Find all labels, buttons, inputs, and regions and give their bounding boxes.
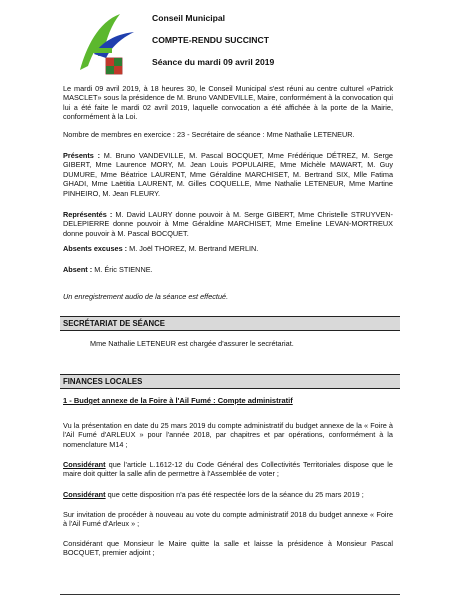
absents-excuses-label: Absents excuses : [63, 244, 128, 253]
council-title: Conseil Municipal [152, 13, 226, 23]
session-date: Séance du mardi 09 avril 2019 [152, 57, 275, 67]
finances-para-2-label: Considérant [63, 460, 106, 469]
section-finances-header [60, 374, 400, 389]
audio-note: Un enregistrement audio de la séance est effectué. [63, 292, 229, 301]
absent-paragraph [63, 265, 393, 274]
section-secretariat-header [60, 316, 400, 331]
section-secretariat-title: SECRÉTARIAT DE SÉANCE [63, 319, 165, 328]
finances-para-5: Considérant que Monsieur le Maire quitte la salle et laisse la présidence à Monsieur Pascal BOCQUET, premier adjoint ; [63, 539, 393, 558]
finances-para-2 [63, 460, 393, 479]
presents-label: Présents : [63, 151, 101, 160]
finances-para-2-text: que l'article L.1612-12 du Code Général des Collectivités Territoriales dispose que le maire doit quitter la salle afin de permettre à l'Assemblée de voter ; [63, 460, 393, 479]
intro-paragraph: Le mardi 09 avril 2019, à 18 heures 30, le Conseil Municipal s'est réuni au centre culturel «Patrick MASCLET» sous la présidence de M. Bruno VANDEVILLE, Maire, conformément à la convocation qui lui a été faite le mardi 02 avril 2019, laquelle convocation a été affichée à la porte de la Mairie, conformément à la Loi. [63, 84, 393, 122]
finances-para-3-label: Considérant [63, 490, 106, 499]
representes-list: M. David LAURY donne pouvoir à M. Serge GIBERT, Mme Christelle STRUYVEN-DELEPIERRE donne pouvoir à Mme Géraldine MARCHISET, Mme Emeline LEVAN-MORTREUX donne pouvoir à M. Pascal BOCQUET. [63, 210, 393, 238]
representes-label: Représentés : [63, 210, 113, 219]
presents-paragraph [63, 151, 393, 198]
section-finances-title: FINANCES LOCALES [63, 377, 143, 386]
footer-divider [60, 594, 400, 595]
municipal-logo [76, 8, 138, 78]
logo-crest-icon [106, 58, 122, 74]
representes-paragraph [63, 210, 393, 238]
absent-list: M. Éric STIENNE. [92, 265, 153, 274]
finances-para-4: Sur invitation de procéder à nouveau au vote du compte administratif 2018 du budget annexe « Foire à l'Ail Fumé d'Arleux » ; [63, 510, 393, 529]
absents-excuses-list: M. Joël THOREZ, M. Bertrand MERLIN. [127, 244, 259, 253]
absents-excuses-paragraph [63, 244, 393, 253]
absent-label: Absent : [63, 265, 93, 274]
presents-list: M. Bruno VANDEVILLE, M. Pascal BOCQUET, Mme Frédérique DÉTREZ, M. Serge GIBERT, Mme Laurence MORY, M. Jean Louis POPULAIRE, Mme Michèle MAWART, M. Guy DUMURE, Mme Béatrice LAURENT, Mme Géraldine MARCHISET, M. Bertrand SIX, Mlle Fatima GHADI, Mme Laëtitia LAURENT, M. Gilles COQUELLE, Mme Nathalie LETENEUR, Mme Martine PINHEIRO, M. Jean FLEURY. [63, 151, 393, 198]
logo-green-bar [92, 48, 112, 53]
finances-para-3-text: que cette disposition n'a pas été respectée lors de la séance du 25 mars 2019 ; [105, 490, 364, 499]
finances-para-3 [63, 490, 393, 499]
members-paragraph: Nombre de membres en exercice : 23 - Secrétaire de séance : Mme Nathalie LETENEUR. [63, 130, 355, 139]
finances-subheading: 1 - Budget annexe de la Foire à l'Ail Fumé : Compte administratif [63, 396, 293, 405]
secretariat-text: Mme Nathalie LETENEUR est chargée d'assurer le secrétariat. [90, 339, 294, 348]
report-title: COMPTE-RENDU SUCCINCT [152, 35, 269, 45]
finances-para-1: Vu la présentation en date du 25 mars 2019 du compte administratif du budget annexe de la « Foire à l'Ail Fumé d'ARLEUX » pour l'année 2018, par chapitres et par opérations, conformément à la nomenclature M14 ; [63, 421, 393, 449]
